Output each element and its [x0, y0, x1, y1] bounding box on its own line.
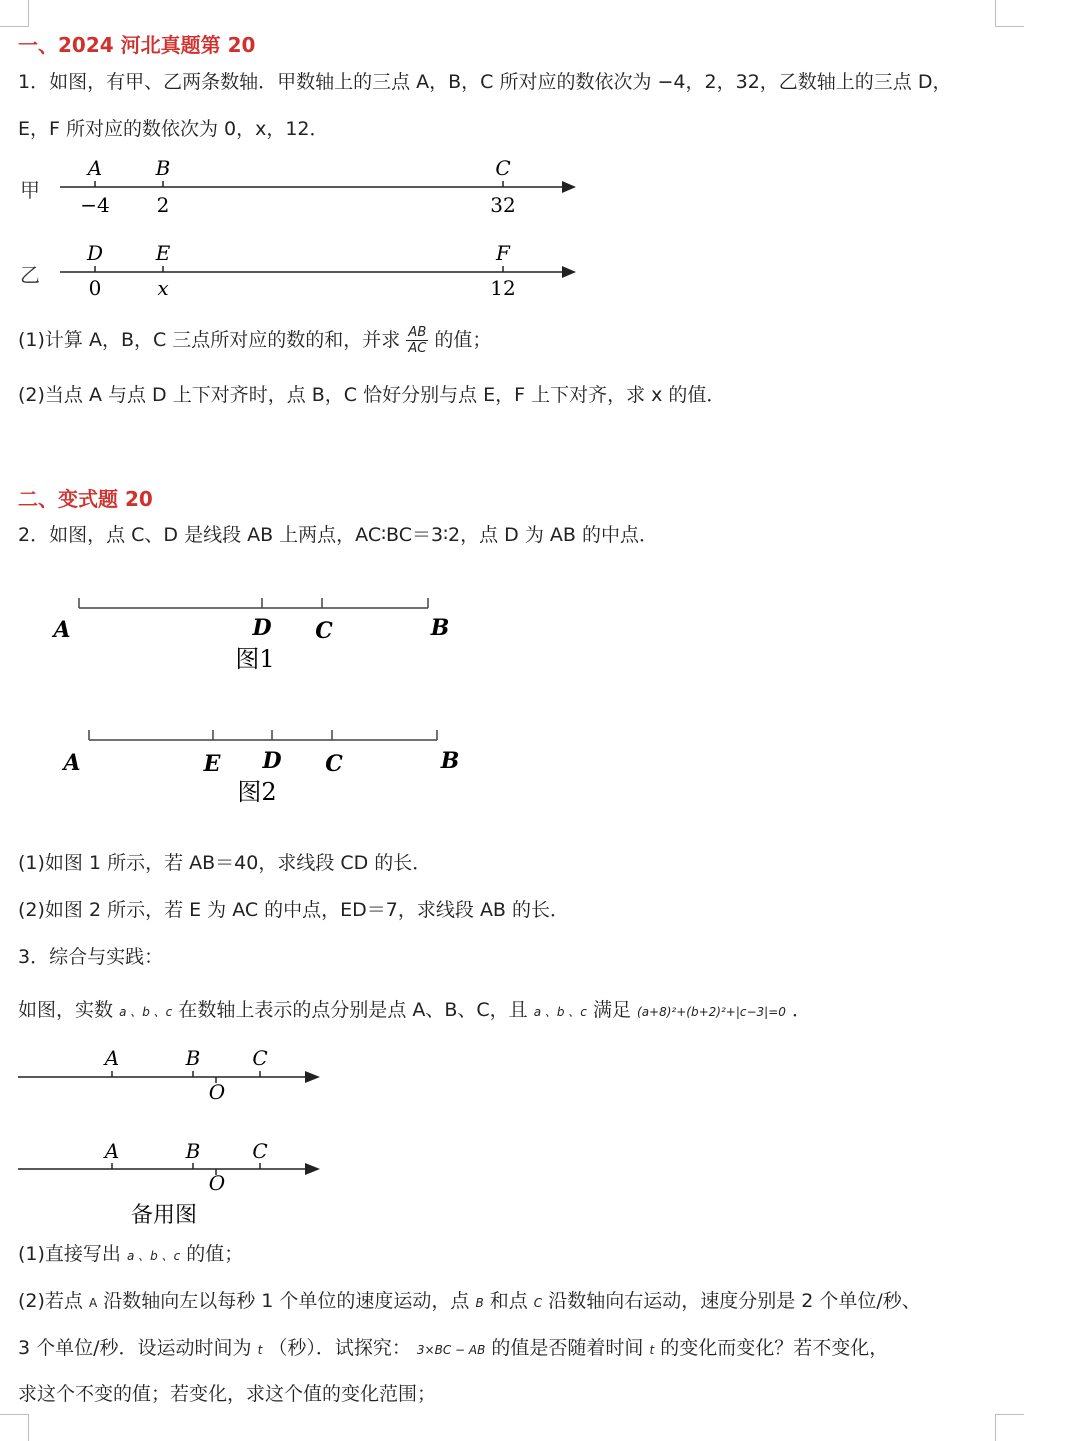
fig2-label-b: B	[440, 748, 460, 774]
point-label-a: A	[87, 156, 103, 180]
q2-figure-2	[0, 722, 520, 812]
q3-point-c: C	[533, 1296, 543, 1310]
q3-expression: 3×BC − AB	[416, 1343, 486, 1357]
q3-label-origin: O	[208, 1080, 226, 1104]
arrow-head-icon	[562, 181, 576, 193]
q3-part-2-l2-d: 的变化而变化？若不变化，	[660, 1337, 889, 1359]
corner-mark-top-right	[995, 0, 1024, 27]
q2-part-2: (2)如图 2 所示，若 E 为 AC 的中点，ED＝7，求线段 AB 的长．	[18, 899, 570, 921]
fraction-denominator: AC	[408, 341, 427, 356]
q3-line-2-satisfies: 满足	[592, 999, 631, 1021]
arrow-head-icon	[305, 1163, 320, 1175]
q1-part-1-suffix: 的值；	[434, 329, 492, 351]
q3-line-2-middle: 在数轴上表示的点分别是点 A、B、C，且	[178, 999, 528, 1021]
q3-part-2-text-d: 沿数轴向右运动，速度分别是 2 个单位/秒、	[548, 1290, 921, 1312]
point-label-f: F	[496, 241, 510, 265]
q3-variables: a 、b 、c	[119, 1005, 173, 1019]
fig2-label-d: D	[262, 748, 282, 774]
q3-equation: (a+8)²+(b+2)²+|c−3|=0	[637, 1005, 786, 1019]
q3-backup-label-a: A	[104, 1139, 120, 1163]
q3-part-2-line-2	[18, 1336, 888, 1362]
q2-line-1: 2．如图，点 C、D 是线段 AB 上两点，AC∶BC＝3∶2，点 D 为 AB 的中点．	[18, 524, 658, 546]
q3-label-a: A	[104, 1046, 120, 1070]
fig1-label-a: A	[53, 617, 71, 643]
axis-jia	[20, 156, 576, 217]
section-title-2: 二、变式题 20	[18, 487, 153, 511]
q3-part-2-line-1	[18, 1289, 921, 1315]
fraction-ab-over-ac	[406, 325, 428, 356]
q1-line-1: 1．如图，有甲、乙两条数轴．甲数轴上的三点 A，B，C 所对应的数依次为 −4，2，32，乙数轴上的三点 D，	[18, 71, 952, 93]
arrow-head-icon	[305, 1071, 320, 1083]
q1-part-2: (2)当点 A 与点 D 上下对齐时，点 B，C 恰好分别与点 E，F 上下对齐，求 x 的值．	[18, 384, 726, 406]
q3-backup-label-c: C	[252, 1139, 268, 1163]
q3-label-c: C	[252, 1046, 268, 1070]
q3-part-2-text-c: 和点	[489, 1290, 528, 1312]
q1-part-1-text: (1)计算 A，B，C 三点所对应的数的和，并求	[18, 329, 401, 351]
q3-part-1-suffix: 的值；	[186, 1243, 244, 1265]
point-label-d: D	[86, 241, 104, 265]
value-label-a: −4	[80, 193, 110, 217]
value-label-e: x	[157, 276, 169, 300]
fig1-caption: 图1	[235, 645, 275, 673]
q3-part-1-prefix: (1)直接写出	[18, 1243, 121, 1265]
q3-part-2-text-a: (2)若点	[18, 1290, 83, 1312]
q1-number-lines	[0, 150, 600, 300]
corner-mark-bottom-left	[0, 1414, 29, 1441]
fig1-label-c: C	[315, 618, 333, 644]
q3-part-2-l2-a: 3 个单位/秒．设运动时间为	[18, 1337, 252, 1359]
q1-line-2: E，F 所对应的数依次为 0，x，12．	[18, 118, 329, 140]
value-label-c: 32	[490, 193, 516, 217]
q3-part-2-line-3: 求这个不变的值；若变化，求这个值的变化范围；	[18, 1383, 437, 1405]
axis-jia-name: 甲	[20, 178, 40, 202]
value-label-b: 2	[156, 193, 170, 217]
section-title-1: 一、2024 河北真题第 20	[18, 33, 256, 57]
q3-point-b: B	[475, 1296, 484, 1310]
fig2-label-a: A	[63, 750, 81, 776]
q1-part-1	[18, 318, 491, 362]
axis-yi-name: 乙	[20, 263, 40, 287]
q3-backup-label-origin: O	[208, 1171, 226, 1195]
q3-variables-2: a 、b 、c	[533, 1005, 587, 1019]
point-label-b: B	[155, 156, 171, 180]
q3-var-t: t	[257, 1343, 263, 1357]
q3-point-a: A	[88, 1296, 98, 1310]
q3-line-2-end: ．	[791, 999, 811, 1021]
fig1-label-b: B	[430, 615, 450, 641]
q2-figure-1	[0, 590, 520, 680]
fig2-caption: 图2	[237, 778, 277, 806]
point-label-c: C	[495, 156, 511, 180]
corner-mark-bottom-right	[995, 1414, 1024, 1441]
q3-part-2-text-b: 沿数轴向左以每秒 1 个单位的速度运动，点	[103, 1290, 470, 1312]
q3-line-2-prefix: 如图，实数	[18, 999, 114, 1021]
point-label-e: E	[155, 241, 171, 265]
q3-backup-label-b: B	[185, 1139, 201, 1163]
fig2-label-c: C	[325, 751, 343, 777]
fig1-label-d: D	[252, 615, 272, 641]
fig2-label-e: E	[203, 751, 221, 777]
axis-yi	[20, 241, 576, 300]
q3-backup-number-line	[0, 1133, 340, 1233]
corner-mark-top-left	[0, 0, 29, 27]
q3-label-b: B	[185, 1046, 201, 1070]
arrow-head-icon	[562, 266, 576, 278]
q2-part-1: (1)如图 1 所示，若 AB＝40，求线段 CD 的长．	[18, 852, 432, 874]
value-label-f: 12	[490, 276, 516, 300]
q3-var-t-2: t	[649, 1343, 655, 1357]
q3-part-1	[18, 1242, 243, 1268]
backup-figure-caption: 备用图	[130, 1203, 198, 1228]
value-label-d: 0	[88, 276, 102, 300]
q3-line-2	[18, 998, 811, 1024]
q3-part-1-variables: a 、b 、c	[126, 1249, 181, 1263]
q3-line-1: 3．综合与实践：	[18, 946, 164, 968]
q3-part-2-l2-b: （秒）．试探究：	[268, 1337, 411, 1359]
q3-part-2-l2-c: 的值是否随着时间	[491, 1337, 644, 1359]
fraction-numerator: AB	[406, 325, 428, 341]
q3-number-line	[0, 1040, 340, 1105]
